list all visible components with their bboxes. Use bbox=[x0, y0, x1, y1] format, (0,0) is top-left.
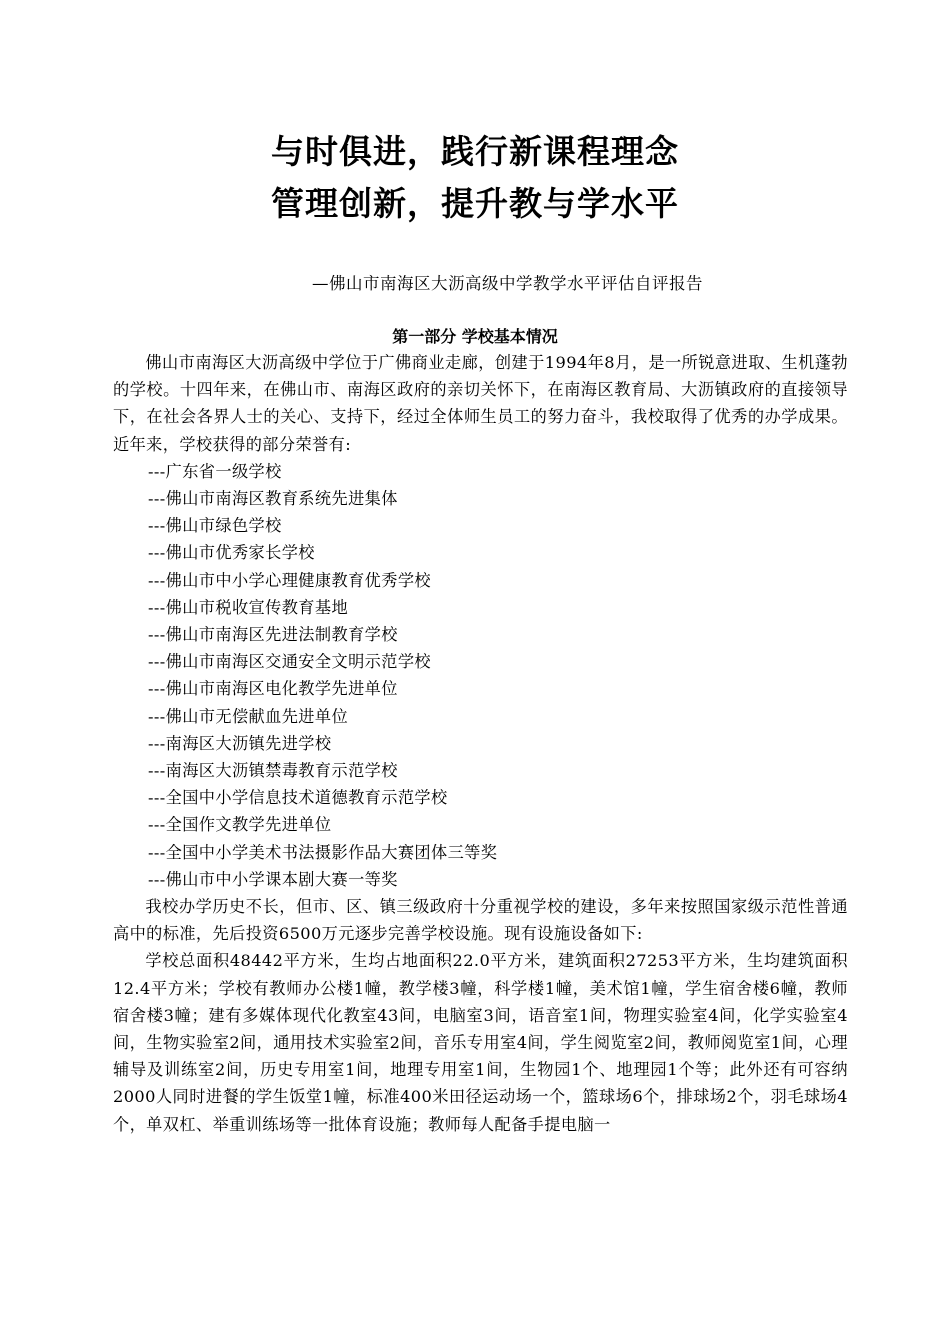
honor-item: ---佛山市南海区教育系统先进集体 bbox=[148, 489, 398, 509]
honor-item: ---南海区大沥镇先进学校 bbox=[148, 733, 332, 753]
honor-item: ---佛山市绿色学校 bbox=[148, 516, 282, 536]
honor-item: ---佛山市税收宣传教育基地 bbox=[148, 597, 349, 617]
honor-item: ---全国中小学信息技术道德教育示范学校 bbox=[148, 788, 448, 808]
investment-paragraph: 我校办学历史不长，但市、区、镇三级政府十分重视学校的建设，多年来按照国家级示范性普通高中的标准，先后投资6500万元逐步完善学校设施。现有设施设备如下: bbox=[113, 897, 848, 944]
title-line-1: 与时俱进，践行新课程理念 bbox=[271, 132, 679, 171]
honor-item: ---佛山市南海区交通安全文明示范学校 bbox=[148, 652, 432, 672]
honor-item: ---佛山市优秀家长学校 bbox=[148, 543, 315, 563]
honor-item: ---佛山市中小学课本剧大赛一等奖 bbox=[148, 869, 398, 889]
honor-item: ---全国中小学美术书法摄影作品大赛团体三等奖 bbox=[148, 842, 498, 862]
honor-item: ---南海区大沥镇禁毒教育示范学校 bbox=[148, 761, 398, 781]
honor-item: ---广东省一级学校 bbox=[148, 461, 282, 481]
honors-list bbox=[113, 458, 848, 893]
title-line-2: 管理创新，提升教与学水平 bbox=[271, 184, 679, 223]
facilities-paragraph: 学校总面积48442平方米，生均占地面积22.0平方米，建筑面积27253平方米，生均建筑面积12.4平方米；学校有教师办公楼1幢，教学楼3幢，科学楼1幢，美术馆1幢，学生宿舍楼6幢，教师宿舍楼3幢；建有多媒体现代化教室43间，电脑室3间，语音室1间，物理实验室4间，化学实验室4间，生物实验室2间，通用技术实验室2间，音乐专用室4间，学生阅览室2间，教师阅览室1间，心理辅导及训练室2间，历史专用室1间，地理专用室1间，生物园1个、地理园1个等；此外还有可容纳2000人同时进餐的学生饭堂1幢，标准400米田径运动场一个，篮球场6个，排球场2个，羽毛球场4个，单双杠、举重训练场等一批体育设施；教师每人配备手提电脑一 bbox=[113, 951, 848, 1134]
honor-item: ---佛山市南海区先进法制教育学校 bbox=[148, 625, 398, 645]
section-heading: 第一部分 学校基本情况 bbox=[392, 327, 558, 346]
honor-item: ---佛山市南海区电化教学先进单位 bbox=[148, 679, 398, 699]
report-subtitle: —佛山市南海区大沥高级中学教学水平评估自评报告 bbox=[312, 274, 703, 293]
intro-paragraph: 佛山市南海区大沥高级中学位于广佛商业走廊，创建于1994年8月，是一所锐意进取、生机蓬勃的学校。十四年来，在佛山市、南海区政府的亲切关怀下，在南海区教育局、大沥镇政府的直接领导下，在社会各界人士的关心、支持下，经过全体师生员工的努力奋斗，我校取得了优秀的办学成果。近年来，学校获得的部分荣誉有: bbox=[113, 353, 848, 454]
honor-item: ---佛山市无偿献血先进单位 bbox=[148, 706, 349, 726]
honor-item: ---佛山市中小学心理健康教育优秀学校 bbox=[148, 570, 432, 590]
document-body bbox=[113, 349, 848, 1138]
honor-item: ---全国作文教学先进单位 bbox=[148, 815, 332, 835]
